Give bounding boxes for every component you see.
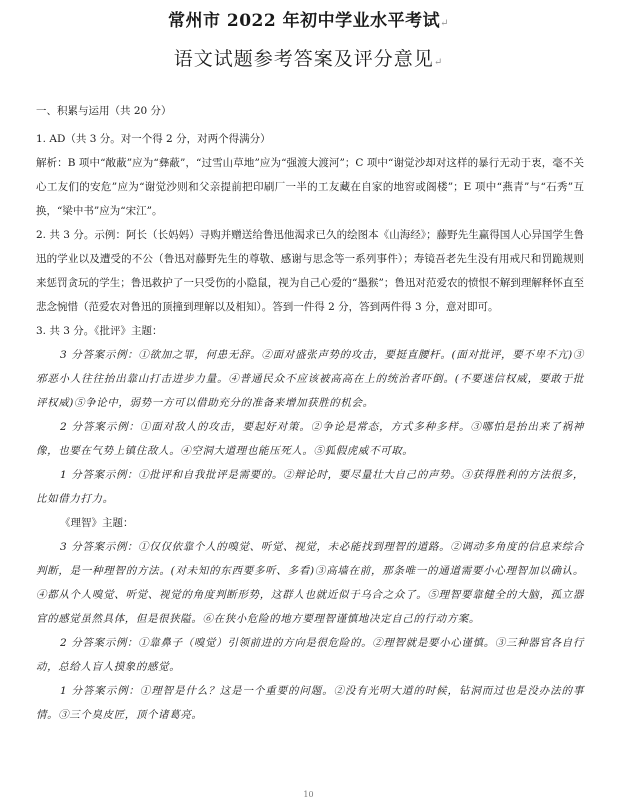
q3-reason-intro: 《理智》主题： (60, 517, 134, 529)
document-subtitle (0, 44, 617, 71)
section-heading: 一、积累与运用（共 20 分） (36, 105, 172, 117)
q3-reason-3pt: 3 分答案示例：①仅仅依靠个人的嗅觉、听觉、视觉，未必能找到理智的道路。②调动多角度的信息来综合判断，是一种理智的方法。(对未知的东西要多听、多看)③高墙在前，那条唯一的通道需要小心理智加以确认。④都从个人嗅觉、听觉、视觉的角度判断形势，这群人也就近似于乌合之众了。⑤理智要靠健全的大脑，孤立器官的感觉虽然具体，但是很狭隘。⑥在狭小危险的地方要理智谨慎地决定自己的行动方案。 (36, 541, 584, 625)
q3-reason-1pt: 1 分答案示例：①理智是什么？这是一个重要的问题。②没有光明大道的时候，钻洞而过也是没办法的事情。③三个臭皮匠，顶个诸葛亮。 (36, 685, 584, 721)
page-number: 10 (303, 790, 314, 799)
document-title (0, 6, 617, 31)
q3-reason-2pt: 2 分答案示例：①靠鼻子（嗅觉）引领前进的方向是很危险的。②理智就是要小心谨慎。③三种器官各自行动，总给人盲人摸象的感觉。 (36, 637, 584, 673)
q3-criticism-1pt: 1 分答案示例：①批评和自我批评是需要的。②辩论时，要尽量壮大自己的声势。③获得胜利的方法很多，比如借力打力。 (36, 469, 584, 505)
paragraph-mark-icon: ↵ (433, 57, 444, 68)
subtitle-text: 语文试题参考答案及评分意见 (173, 48, 434, 70)
answer-content (36, 99, 584, 727)
q2-answer: 2. 共 3 分。示例：阿长（长妈妈）寻购并赠送给鲁迅他渴求已久的绘图本《山海经》；藤野先生赢得国人心异国学生鲁迅的学业以及遭受的不公（鲁迅对藤野先生的尊敬、感谢与思念等一系列事件）；寿镜吾老先生没有用戒尺和罚跪规则来惩罚贪玩的学生；鲁迅救护了一只受伤的小隐鼠，视为自己心爱的“墨猴”；鲁迅对范爱农的愤恨不解到理解释怀直至悲念惋惜（范爱农对鲁迅的顶撞到理解以及相知）。答到一件得 2 分，答到两件得 3 分，意对即可。 (36, 229, 584, 313)
q3-criticism-3pt: 3 分答案示例：①欲加之罪，何患无辞。②面对盛张声势的攻击，要挺直腰杆。(面对批评，要不卑不亢)③邪恶小人往往抬出靠山打击进步力量。④普通民众不应该被高高在上的统治者吓倒。(不要迷信权威，要敢于批评权威)⑤争论中，弱势一方可以借助充分的准备来增加获胜的机会。 (36, 349, 584, 409)
q3-criticism-2pt: 2 分答案示例：①面对敌人的攻击，要起好对策。②争论是常态，方式多种多样。③哪怕是抬出来了祸神像，也要在气势上镇住敌人。④空洞大道理也能压死人。⑤狐假虎威不可取。 (36, 421, 584, 457)
q3-intro: 3. 共 3 分。《批评》主题： (36, 325, 163, 337)
q1-answer: 1. AD（共 3 分。对一个得 2 分，对两个得满分） (36, 133, 271, 145)
paragraph-mark-icon: ↵ (440, 18, 450, 29)
title-text: 常州市 2022 年初中学业水平考试 (167, 11, 441, 31)
q1-analysis: 解析：B 项中“敞蔽”应为“彝蔽”，“过雪山草地”应为“强渡大渡河”；C 项中“谢觉沙却对这样的暴行无动于衷，毫不关心工友们的安危”应为“谢觉沙则和父亲提前把印刷厂一半的工友藏在自家的地窖或阁楼”；E 项中“燕青”与“石秀”互换，“梁中书”应为“宋江”。 (36, 157, 584, 217)
